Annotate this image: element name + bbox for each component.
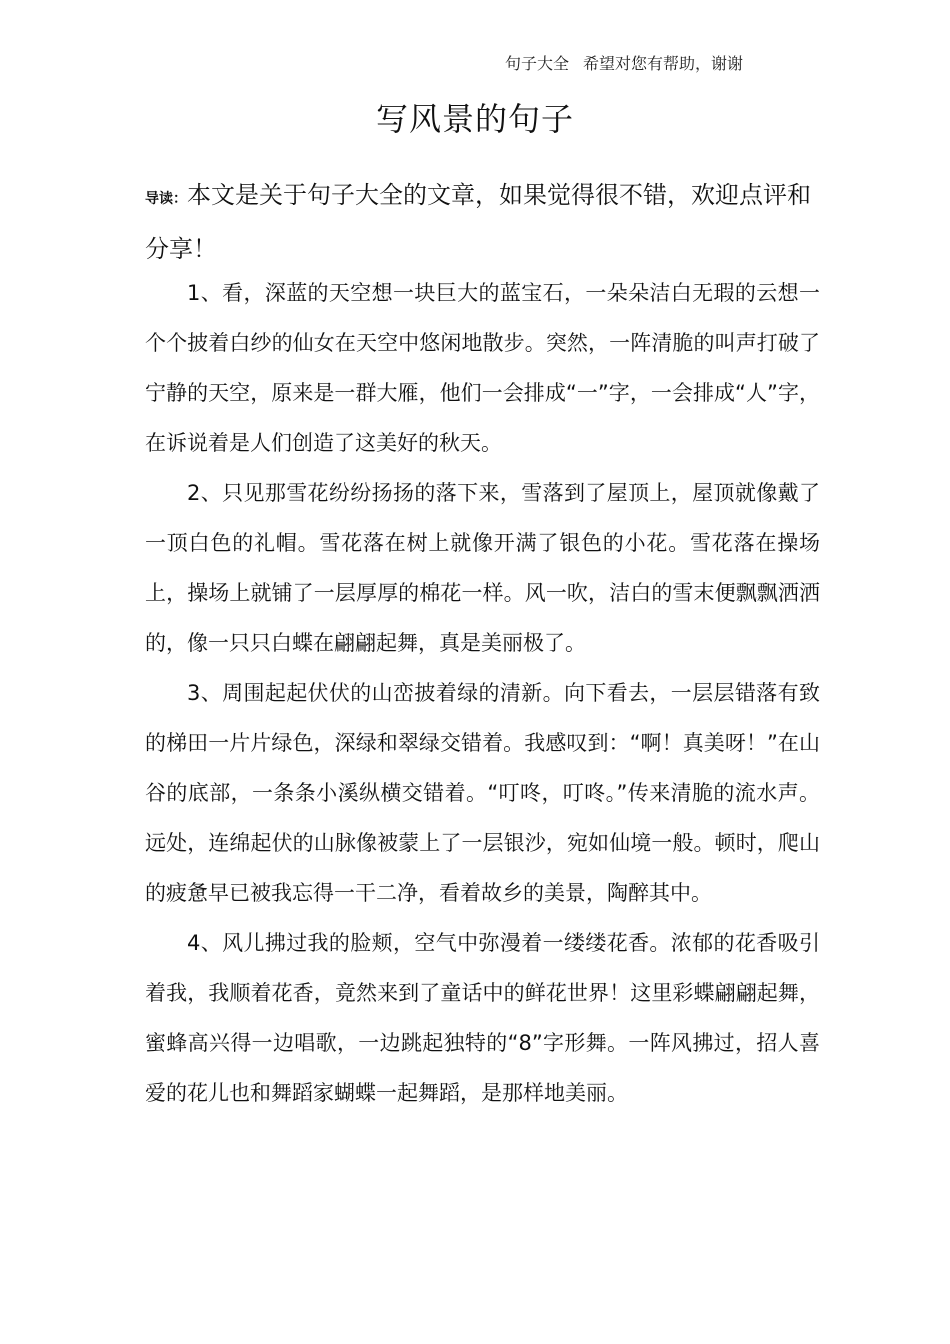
paragraph-4: 4、风儿拂过我的脸颊，空气中弥漫着一缕缕花香。浓郁的花香吸引着我，我顺着花香，竟然来到了童话中的鲜花世界！这里彩蝶翩翩起舞，蜜蜂高兴得一边唱歌，一边跳起独特的“8”字形舞。一阵风拂过，招人喜爱的花儿也和舞蹈家蝴蝶一起舞蹈，是那样地美丽。: [145, 931, 820, 1105]
paragraph-1: 1、看，深蓝的天空想一块巨大的蓝宝石，一朵朵洁白无瑕的云想一个个披着白纱的仙女在天空中悠闲地散步。突然，一阵清脆的叫声打破了宁静的天空，原来是一群大雁，他们一会排成“一”字，一会排成“人”字，在诉说着是人们创造了这美好的秋天。: [145, 281, 820, 455]
document-title: 写风景的句子: [375, 100, 574, 138]
document-body: [145, 268, 820, 1118]
intro-block: [145, 170, 820, 274]
paragraph-3: 3、周围起起伏伏的山峦披着绿的清新。向下看去，一层层错落有致的梯田一片片绿色，深绿和翠绿交错着。我感叹到：“啊！真美呀！”在山谷的底部，一条条小溪纵横交错着。“叮咚，叮咚。”传来清脆的流水声。远处，连绵起伏的山脉像被蒙上了一层银沙，宛如仙境一般。顿时，爬山的疲惫早已被我忘得一干二净，看着故乡的美景，陶醉其中。: [145, 681, 820, 905]
intro-text: 本文是关于句子大全的文章，如果觉得很不错，欢迎点评和分享！: [145, 181, 811, 263]
intro-label: 导读：: [145, 191, 187, 207]
paragraph-2: 2、只见那雪花纷纷扬扬的落下来，雪落到了屋顶上，屋顶就像戴了一顶白色的礼帽。雪花落在树上就像开满了银色的小花。雪花落在操场上，操场上就铺了一层厚厚的棉花一样。风一吹，洁白的雪末便飘飘洒洒的，像一只只白蝶在翩翩起舞，真是美丽极了。: [145, 481, 820, 655]
header-site-label: 句子大全: [505, 54, 570, 73]
header-note-label: 希望对您有帮助，谢谢: [583, 54, 744, 73]
page-header: [505, 52, 743, 76]
